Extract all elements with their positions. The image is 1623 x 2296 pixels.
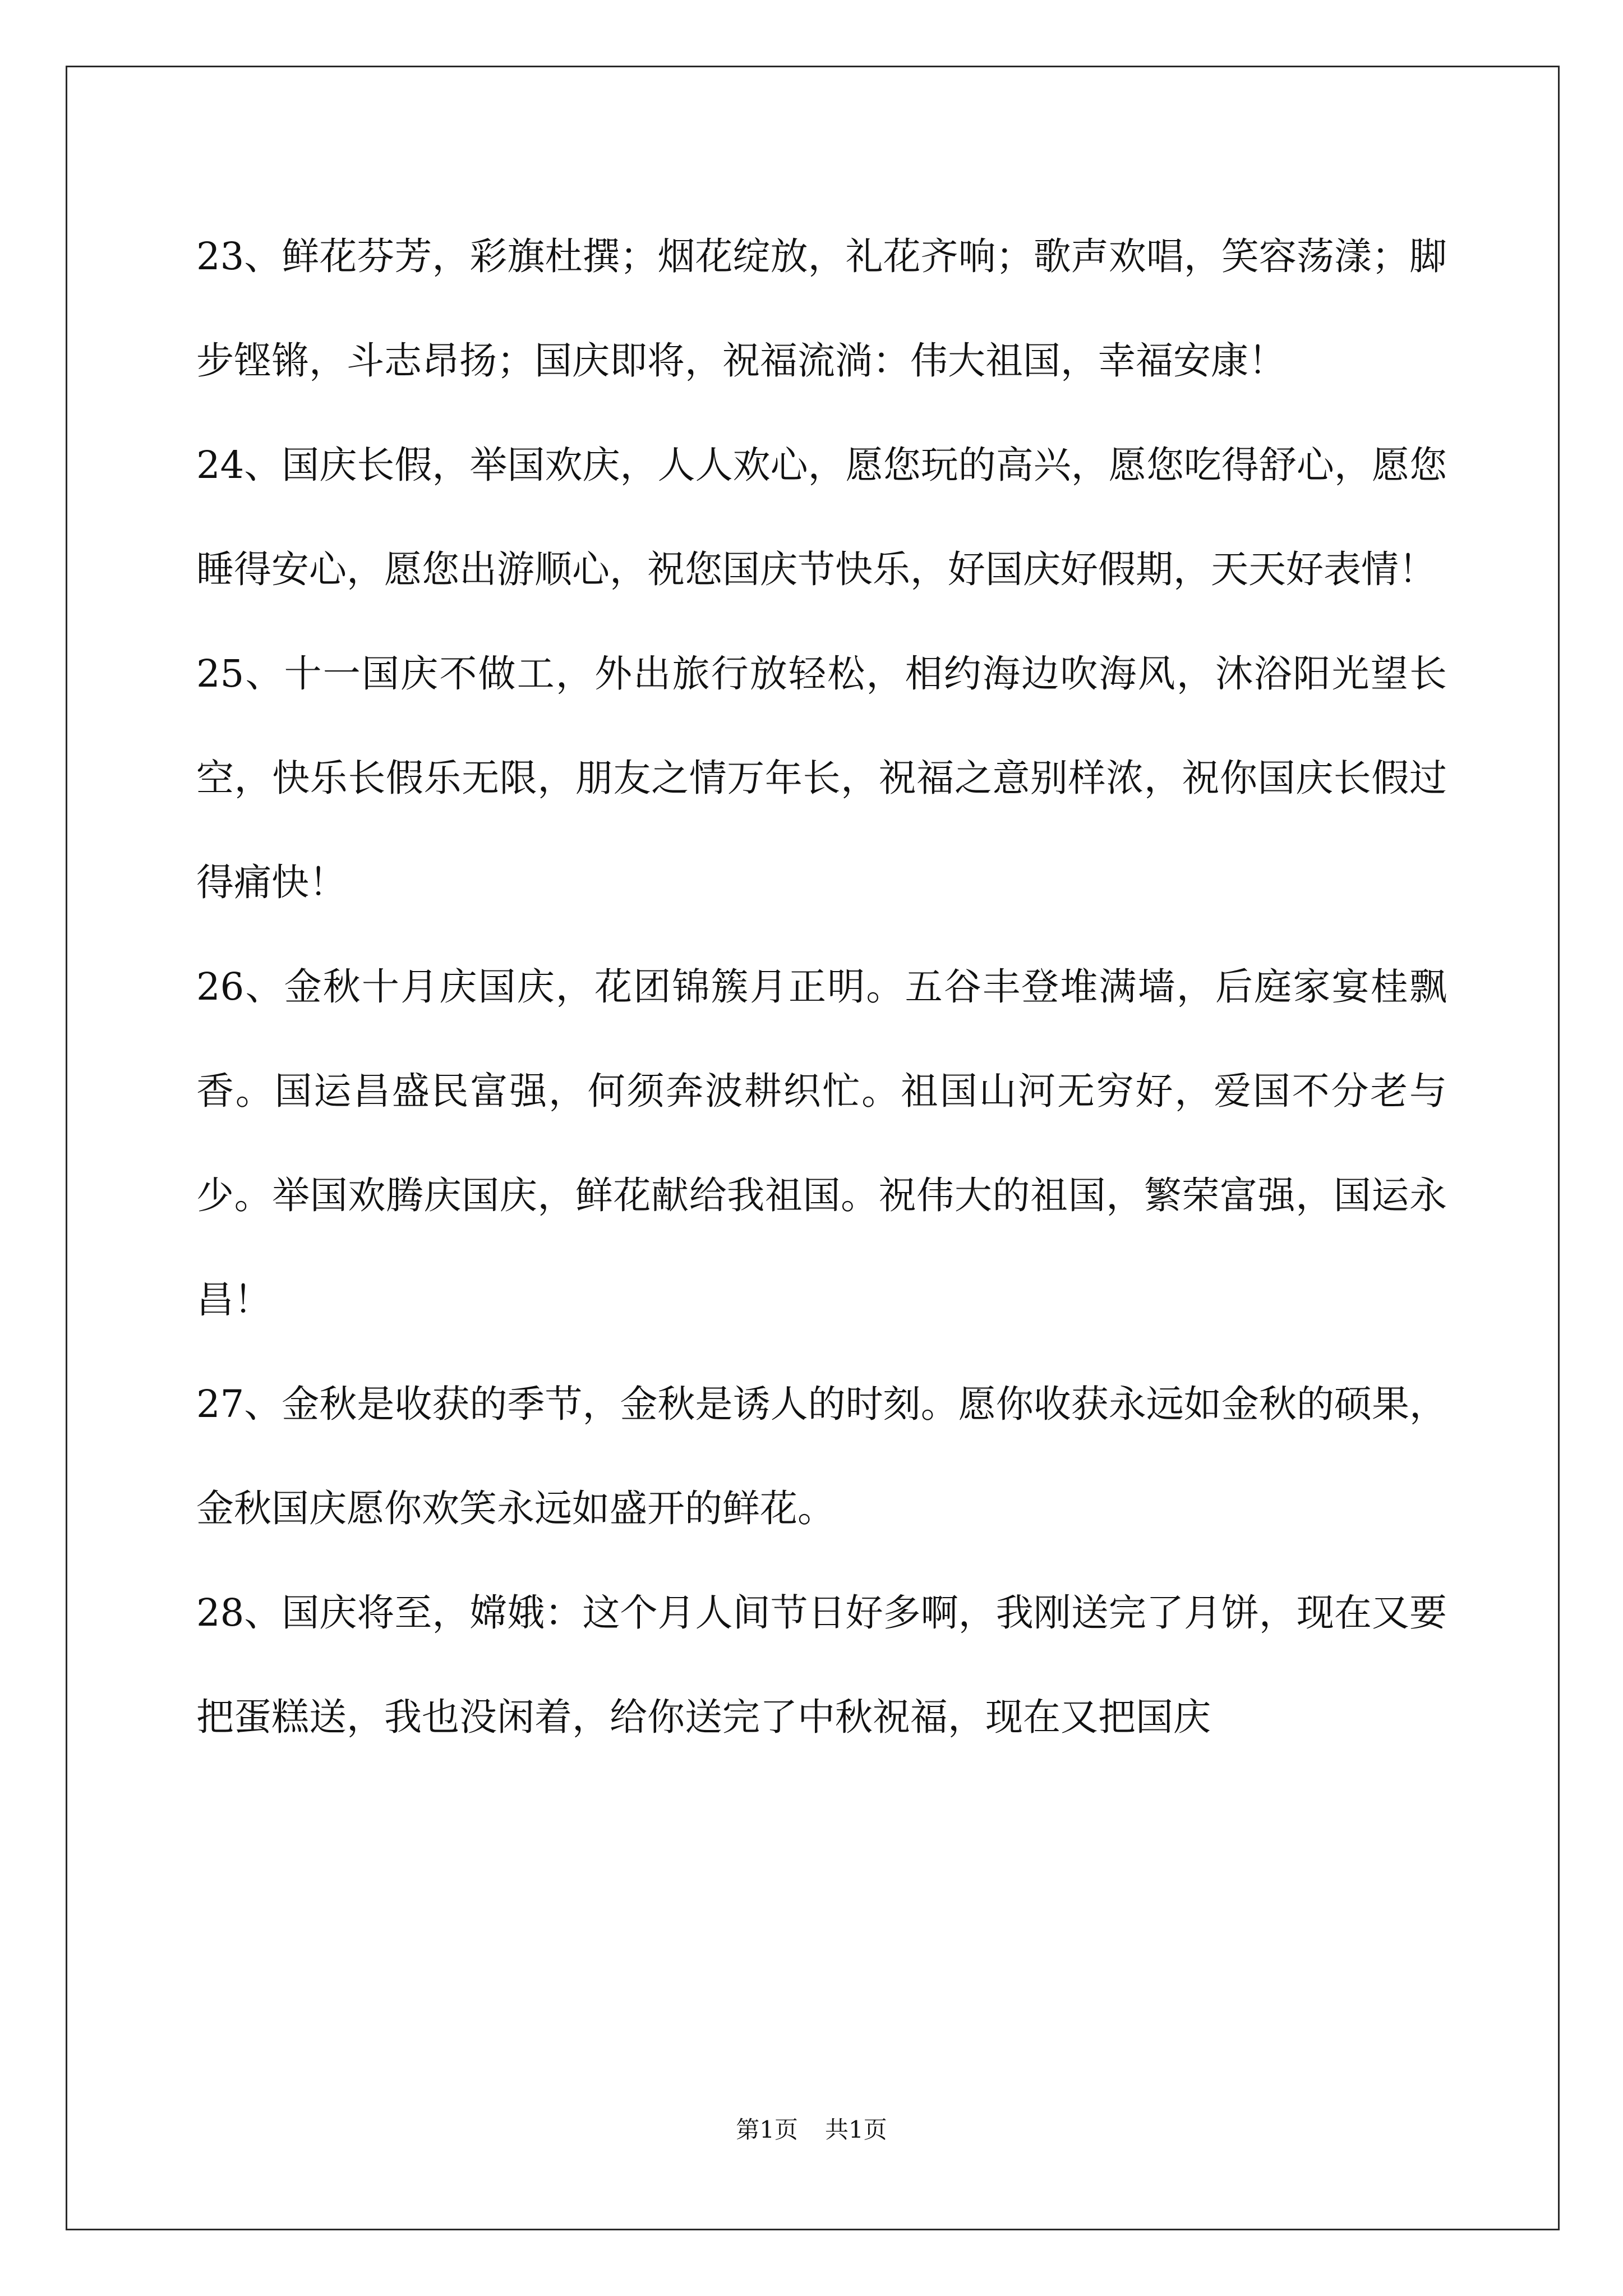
paragraph-25: 25、十一国庆不做工，外出旅行放轻松，相约海边吹海风，沐浴阳光望长空，快乐长假乐无限，朋友之情万年长，祝福之意别样浓，祝你国庆长假过得痛快！ — [196, 652, 1447, 904]
paragraph-24: 24、国庆长假，举国欢庆，人人欢心，愿您玩的高兴，愿您吃得舒心，愿您睡得安心，愿您出游顺心，祝您国庆节快乐，好国庆好假期，天天好表情！ — [196, 443, 1447, 591]
total-pages: 共1页 — [825, 2116, 887, 2143]
paragraph-27: 27、金秋是收获的季节，金秋是诱人的时刻。愿你收获永远如金秋的硕果，金秋国庆愿你欢笑永远如盛开的鲜花。 — [196, 1382, 1447, 1530]
paragraph-26: 26、金秋十月庆国庆，花团锦簇月正明。五谷丰登堆满墙，后庭家宴桂飘香。国运昌盛民富强，何须奔波耕织忙。祖国山河无穷好，爱国不分老与少。举国欢腾庆国庆，鲜花献给我祖国。祝伟大的祖国，繁荣富强，国运永昌！ — [196, 965, 1447, 1322]
page-footer — [0, 2116, 1623, 2144]
paragraph-28: 28、国庆将至，嫦娥：这个月人间节日好多啊，我刚送完了月饼，现在又要把蛋糕送，我也没闲着，给你送完了中秋祝福，现在又把国庆 — [196, 1591, 1447, 1739]
page-number: 第1页 — [736, 2116, 798, 2143]
paragraph-23: 23、鲜花芬芳，彩旗杜撰；烟花绽放，礼花齐响；歌声欢唱，笑容荡漾；脚步铿锵，斗志昂扬；国庆即将，祝福流淌：伟大祖国，幸福安康！ — [196, 234, 1447, 383]
document-body — [196, 204, 1447, 1769]
